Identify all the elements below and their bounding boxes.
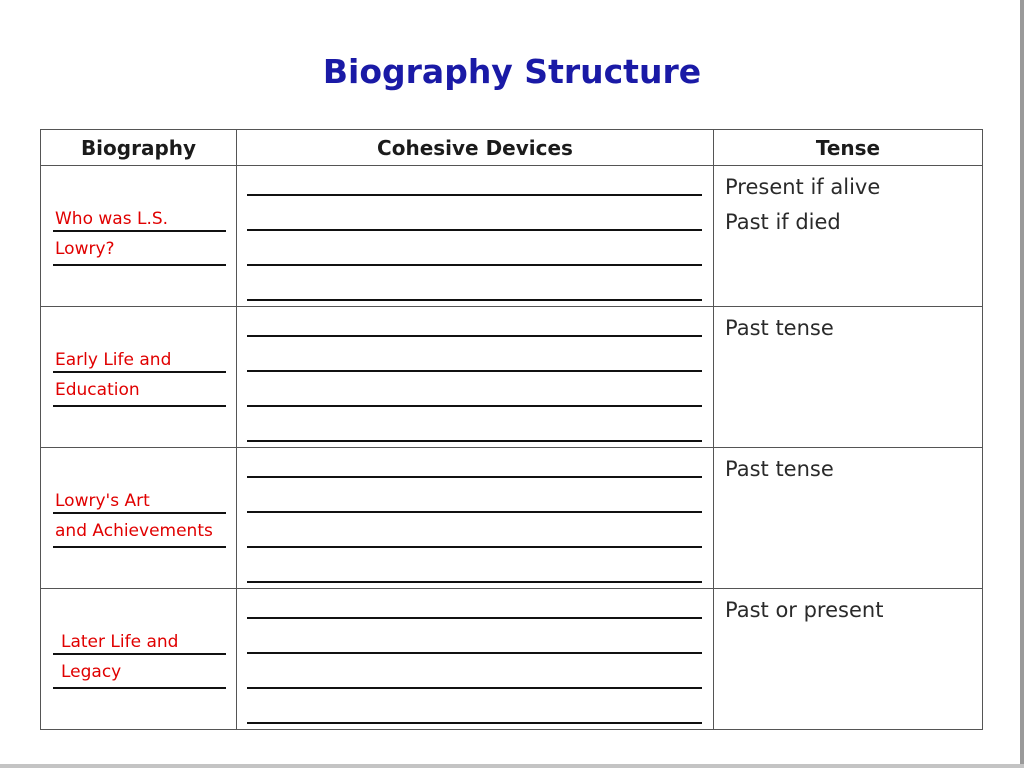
tense-guidance — [725, 593, 883, 628]
tense-guidance — [725, 170, 880, 240]
slide-right-edge — [1020, 0, 1024, 768]
header-biography: Biography — [41, 130, 237, 166]
writing-line — [247, 511, 702, 513]
tense-guidance — [725, 311, 834, 346]
writing-line — [247, 476, 702, 478]
section-heading — [55, 345, 171, 405]
writing-line — [247, 335, 702, 337]
biography-cell — [41, 166, 237, 307]
table-row — [41, 448, 983, 589]
section-heading-line-2: Lowry? — [55, 239, 115, 259]
tense-line-1: Past tense — [725, 457, 834, 481]
table-row — [41, 307, 983, 448]
writing-line — [247, 229, 702, 231]
section-heading-line-1: Early Life and — [55, 350, 172, 370]
section-heading-line-2: Legacy — [61, 662, 122, 682]
writing-line — [247, 440, 702, 442]
writing-line — [247, 581, 702, 583]
section-heading — [55, 204, 168, 264]
writing-line — [247, 405, 702, 407]
section-heading-line — [53, 405, 226, 407]
section-heading-line-2: Education — [55, 380, 140, 400]
tense-line-1: Present if alive — [725, 175, 881, 199]
writing-line — [247, 264, 702, 266]
section-heading-line-1: Lowry's Art — [55, 491, 150, 511]
tense-cell — [714, 166, 983, 307]
header-tense: Tense — [714, 130, 983, 166]
cohesive-devices-cell — [237, 589, 714, 730]
header-cohesive-devices: Cohesive Devices — [237, 130, 714, 166]
section-heading-line — [53, 546, 226, 548]
cohesive-devices-cell — [237, 448, 714, 589]
writing-line — [247, 687, 702, 689]
cohesive-devices-cell — [237, 166, 714, 307]
writing-line — [247, 194, 702, 196]
writing-line — [247, 370, 702, 372]
writing-line — [247, 617, 702, 619]
section-heading — [61, 627, 178, 687]
table-row — [41, 166, 983, 307]
tense-guidance — [725, 452, 834, 487]
writing-line — [247, 299, 702, 301]
writing-line — [247, 546, 702, 548]
section-heading-line-1: Later Life and — [61, 632, 179, 652]
biography-cell — [41, 307, 237, 448]
biography-cell — [41, 448, 237, 589]
section-heading — [55, 486, 213, 546]
biography-cell — [41, 589, 237, 730]
section-heading-line — [53, 264, 226, 266]
slide-bottom-edge — [0, 764, 1024, 768]
tense-cell — [714, 589, 983, 730]
page-title: Biography Structure — [322, 52, 702, 91]
cohesive-devices-cell — [237, 307, 714, 448]
tense-cell — [714, 448, 983, 589]
section-heading-line-2: and Achievements — [55, 521, 213, 541]
biography-structure-table — [40, 129, 983, 730]
tense-line-2: Past if died — [725, 210, 841, 234]
section-heading-line-1: Who was L.S. — [55, 209, 169, 229]
writing-line — [247, 652, 702, 654]
header-row — [41, 130, 983, 166]
writing-line — [247, 722, 702, 724]
tense-cell — [714, 307, 983, 448]
tense-line-1: Past tense — [725, 316, 834, 340]
section-heading-line — [53, 687, 226, 689]
tense-line-1: Past or present — [725, 598, 884, 622]
table-row — [41, 589, 983, 730]
